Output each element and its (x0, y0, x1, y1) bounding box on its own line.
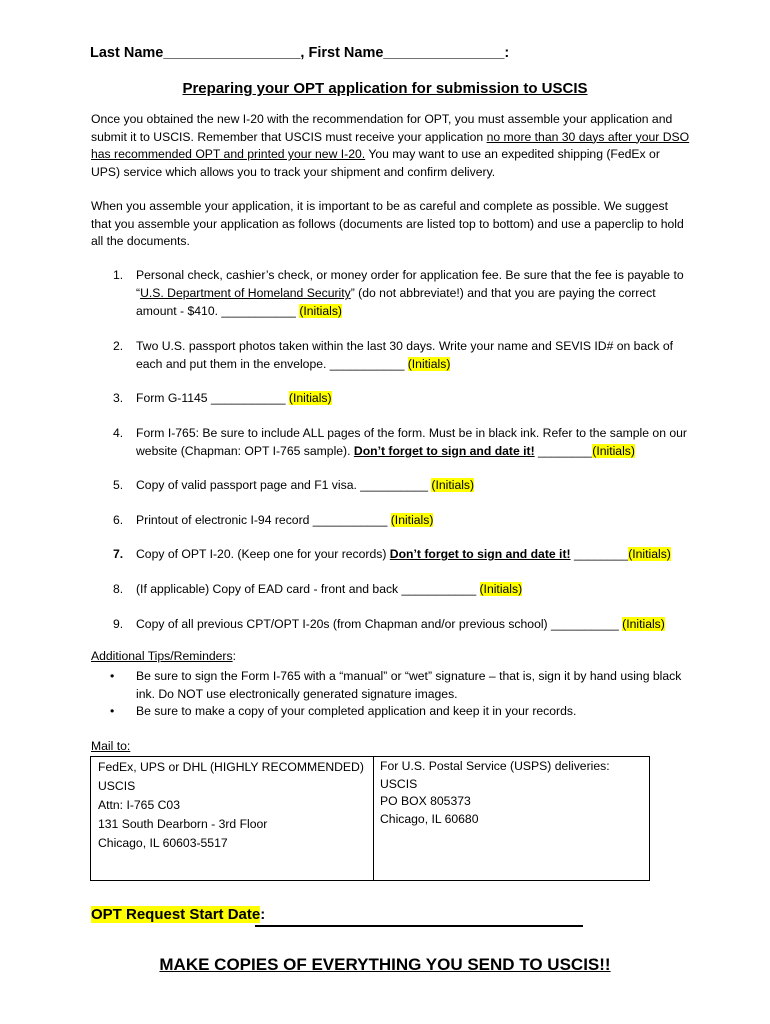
item-text-part: Two U.S. passport photos taken within the last 30 days. Write your name and SEVIS ID# on back of each and put them in the envelope. ___________ (136, 339, 673, 371)
address-line: FedEx, UPS or DHL (HIGHLY RECOMMENDED) (98, 760, 364, 774)
item-number: 9. (113, 617, 124, 631)
initials-label: (Initials) (479, 582, 523, 596)
payee-name: U.S. Department of Homeland Security (140, 286, 351, 300)
item-text-part: Copy of valid passport page and F1 visa. __________ (136, 478, 432, 492)
initials-label: (Initials) (299, 304, 342, 318)
opt-start-date-field[interactable] (255, 925, 583, 927)
item-text (136, 424, 691, 460)
item-text-part: Copy of OPT I-20. (Keep one for your records) (136, 547, 390, 561)
usps-address (380, 758, 645, 828)
item-text (136, 511, 691, 529)
item-text-part: ________ (534, 444, 593, 458)
item-number: 1. (113, 268, 124, 282)
address-line: Chicago, IL 60680 (380, 811, 479, 826)
address-line: For U.S. Postal Service (USPS) deliveries: (380, 759, 610, 773)
tip-bullet (110, 668, 690, 704)
footer-warning: MAKE COPIES OF EVERYTHING YOU SEND TO USCIS!! (159, 955, 611, 974)
item-text-part: Printout of electronic I-94 record ___________ (136, 513, 391, 527)
mail-heading: Mail to: (91, 739, 131, 753)
initials-label: (Initials) (288, 391, 332, 405)
sign-reminder: Don’t forget to sign and date it! (353, 444, 535, 458)
intro-paragraph-1 (91, 111, 691, 181)
item-number: 8. (113, 582, 124, 596)
opt-label-colon: : (260, 906, 266, 923)
item-text (136, 337, 691, 373)
initials-label: (Initials) (592, 444, 635, 458)
item-text (136, 266, 691, 320)
address-line: USCIS (380, 776, 418, 791)
tip-text: Be sure to sign the Form I-765 with a “manual” or “wet” signature – that is, sign it by hand using black ink. Do NOT use electronically generated signature images. (136, 669, 682, 701)
item-text-part: Copy of all previous CPT/OPT I-20s (from Chapman and/or previous school) __________ (136, 617, 623, 631)
initials-label: (Initials) (628, 547, 671, 561)
mail-table-divider (373, 756, 374, 881)
item-text-part: Form G-1145 ___________ (136, 391, 289, 405)
item-text-part: ” (do not abbreviate!) and that you are paying the correct amount - $410. ___________ (136, 286, 656, 318)
item-text (136, 615, 691, 633)
opt-start-date-label (91, 906, 265, 923)
item-number: 2. (113, 339, 124, 353)
tips-heading-colon: : (232, 649, 236, 663)
initials-label: (Initials) (622, 617, 665, 631)
courier-address (98, 758, 368, 853)
item-number: 3. (113, 391, 124, 405)
item-text-part: Form I-765: Be sure to include ALL pages of the form. Must be in black ink. Refer to the sample on our website (Chapman: OPT I-765 sample). (136, 426, 687, 458)
tip-text: Be sure to make a copy of your completed application and keep it in your records. (136, 704, 577, 718)
item-text (136, 389, 691, 407)
item-number: 5. (113, 478, 124, 492)
item-text-part: (If applicable) Copy of EAD card - front and back ___________ (136, 582, 480, 596)
bullet-icon: • (110, 669, 115, 683)
page-title: Preparing your OPT application for submission to USCIS (182, 80, 588, 97)
item-number: 6. (113, 513, 124, 527)
item-text-part: ________ (570, 547, 629, 561)
opt-label-text: OPT Request Start Date (91, 906, 261, 923)
item-text (136, 476, 691, 494)
tips-heading-text: Additional Tips/Reminders (91, 649, 233, 663)
item-text (136, 580, 691, 598)
tips-heading (91, 649, 236, 663)
item-number: 4. (113, 426, 124, 440)
intro-paragraph-2: When you assemble your application, it is important to be as careful and complete as possible. We suggest that you assemble your application as follows (documents are listed top to bottom) and use a paperclip to hold all the documents. (91, 199, 684, 248)
address-line: PO BOX 805373 (380, 794, 471, 808)
address-line: 131 South Dearborn - 3rd Floor (98, 817, 268, 831)
address-line: Attn: I-765 C03 (98, 798, 180, 812)
item-text (136, 545, 691, 563)
sign-reminder: Don’t forget to sign and date it! (389, 547, 571, 561)
address-line: USCIS (98, 779, 136, 793)
initials-label: (Initials) (431, 478, 475, 492)
item-text-part: Personal check, cashier’s check, or money order for application fee. Be sure that the fee is payable to “ (136, 268, 684, 300)
intro-text-end: You may want to use an expedited shipping (FedEx or UPS) service which allows you to track your shipment and confirm delivery. (91, 147, 660, 179)
initials-label: (Initials) (390, 513, 434, 527)
address-line: Chicago, IL 60603-5517 (98, 836, 228, 850)
initials-label: (Initials) (407, 357, 451, 371)
intro-text: Once you obtained the new I-20 with the recommendation for OPT, you must assemble your application and submit it to USCIS. Remember that USCIS must receive your application (91, 112, 673, 144)
item-number: 7. (113, 547, 124, 561)
name-line: Last Name_________________, First Name_______________: (90, 45, 510, 61)
intro-deadline: no more than 30 days after your DSO has recommended OPT and printed your new I-20. (91, 129, 690, 161)
bullet-icon: • (110, 704, 115, 718)
tip-bullet (110, 703, 690, 721)
